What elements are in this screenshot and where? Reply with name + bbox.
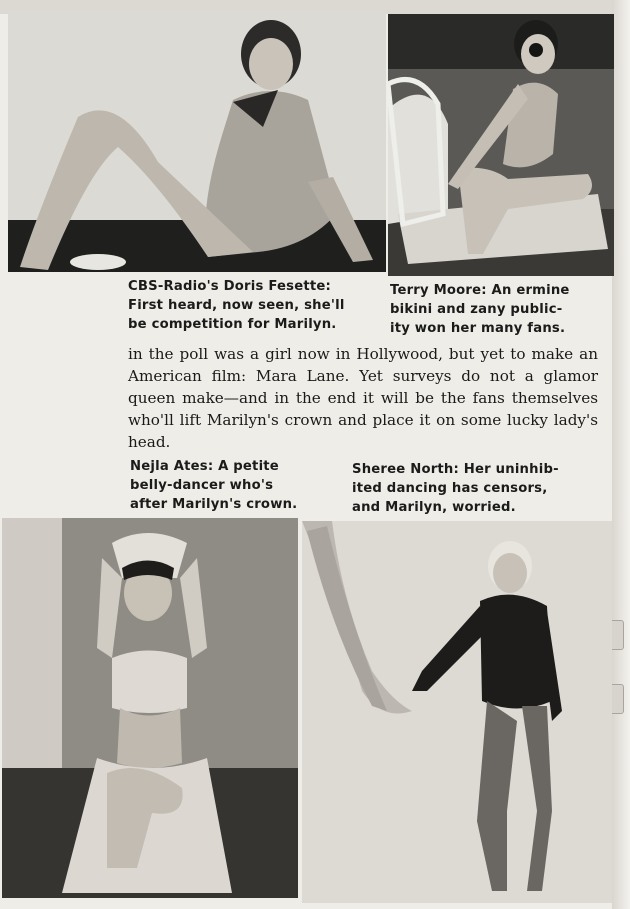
photo-doris-fesette <box>8 12 386 272</box>
caption-doris-fesette: CBS-Radio's Doris Fesette: First heard, now seen, she'll be competition for Marilyn. <box>128 279 345 332</box>
article-body-text: in the poll was a girl now in Hollywood, but yet to make an American film: Mara Lane. Yet surveys do not a glamor queen make—and in the end it will be the fans themselves who'll lift Marilyn's crown and place it on some lucky lady's head. <box>128 345 598 451</box>
photo-nejla-ates <box>2 518 298 898</box>
caption-terry-moore: Terry Moore: An ermine bikini and zany public- ity won her many fans. <box>390 283 570 336</box>
page-binding-edge <box>612 0 630 909</box>
caption-sheree-north: Sheree North: Her uninhib- ited dancing has censors, and Marilyn, worried. <box>352 462 559 515</box>
photo-terry-moore <box>388 14 614 276</box>
photo-sheree-north <box>302 521 612 903</box>
caption-nejla-ates: Nejla Ates: A petite belly-dancer who's after Marilyn's crown. <box>130 459 298 512</box>
